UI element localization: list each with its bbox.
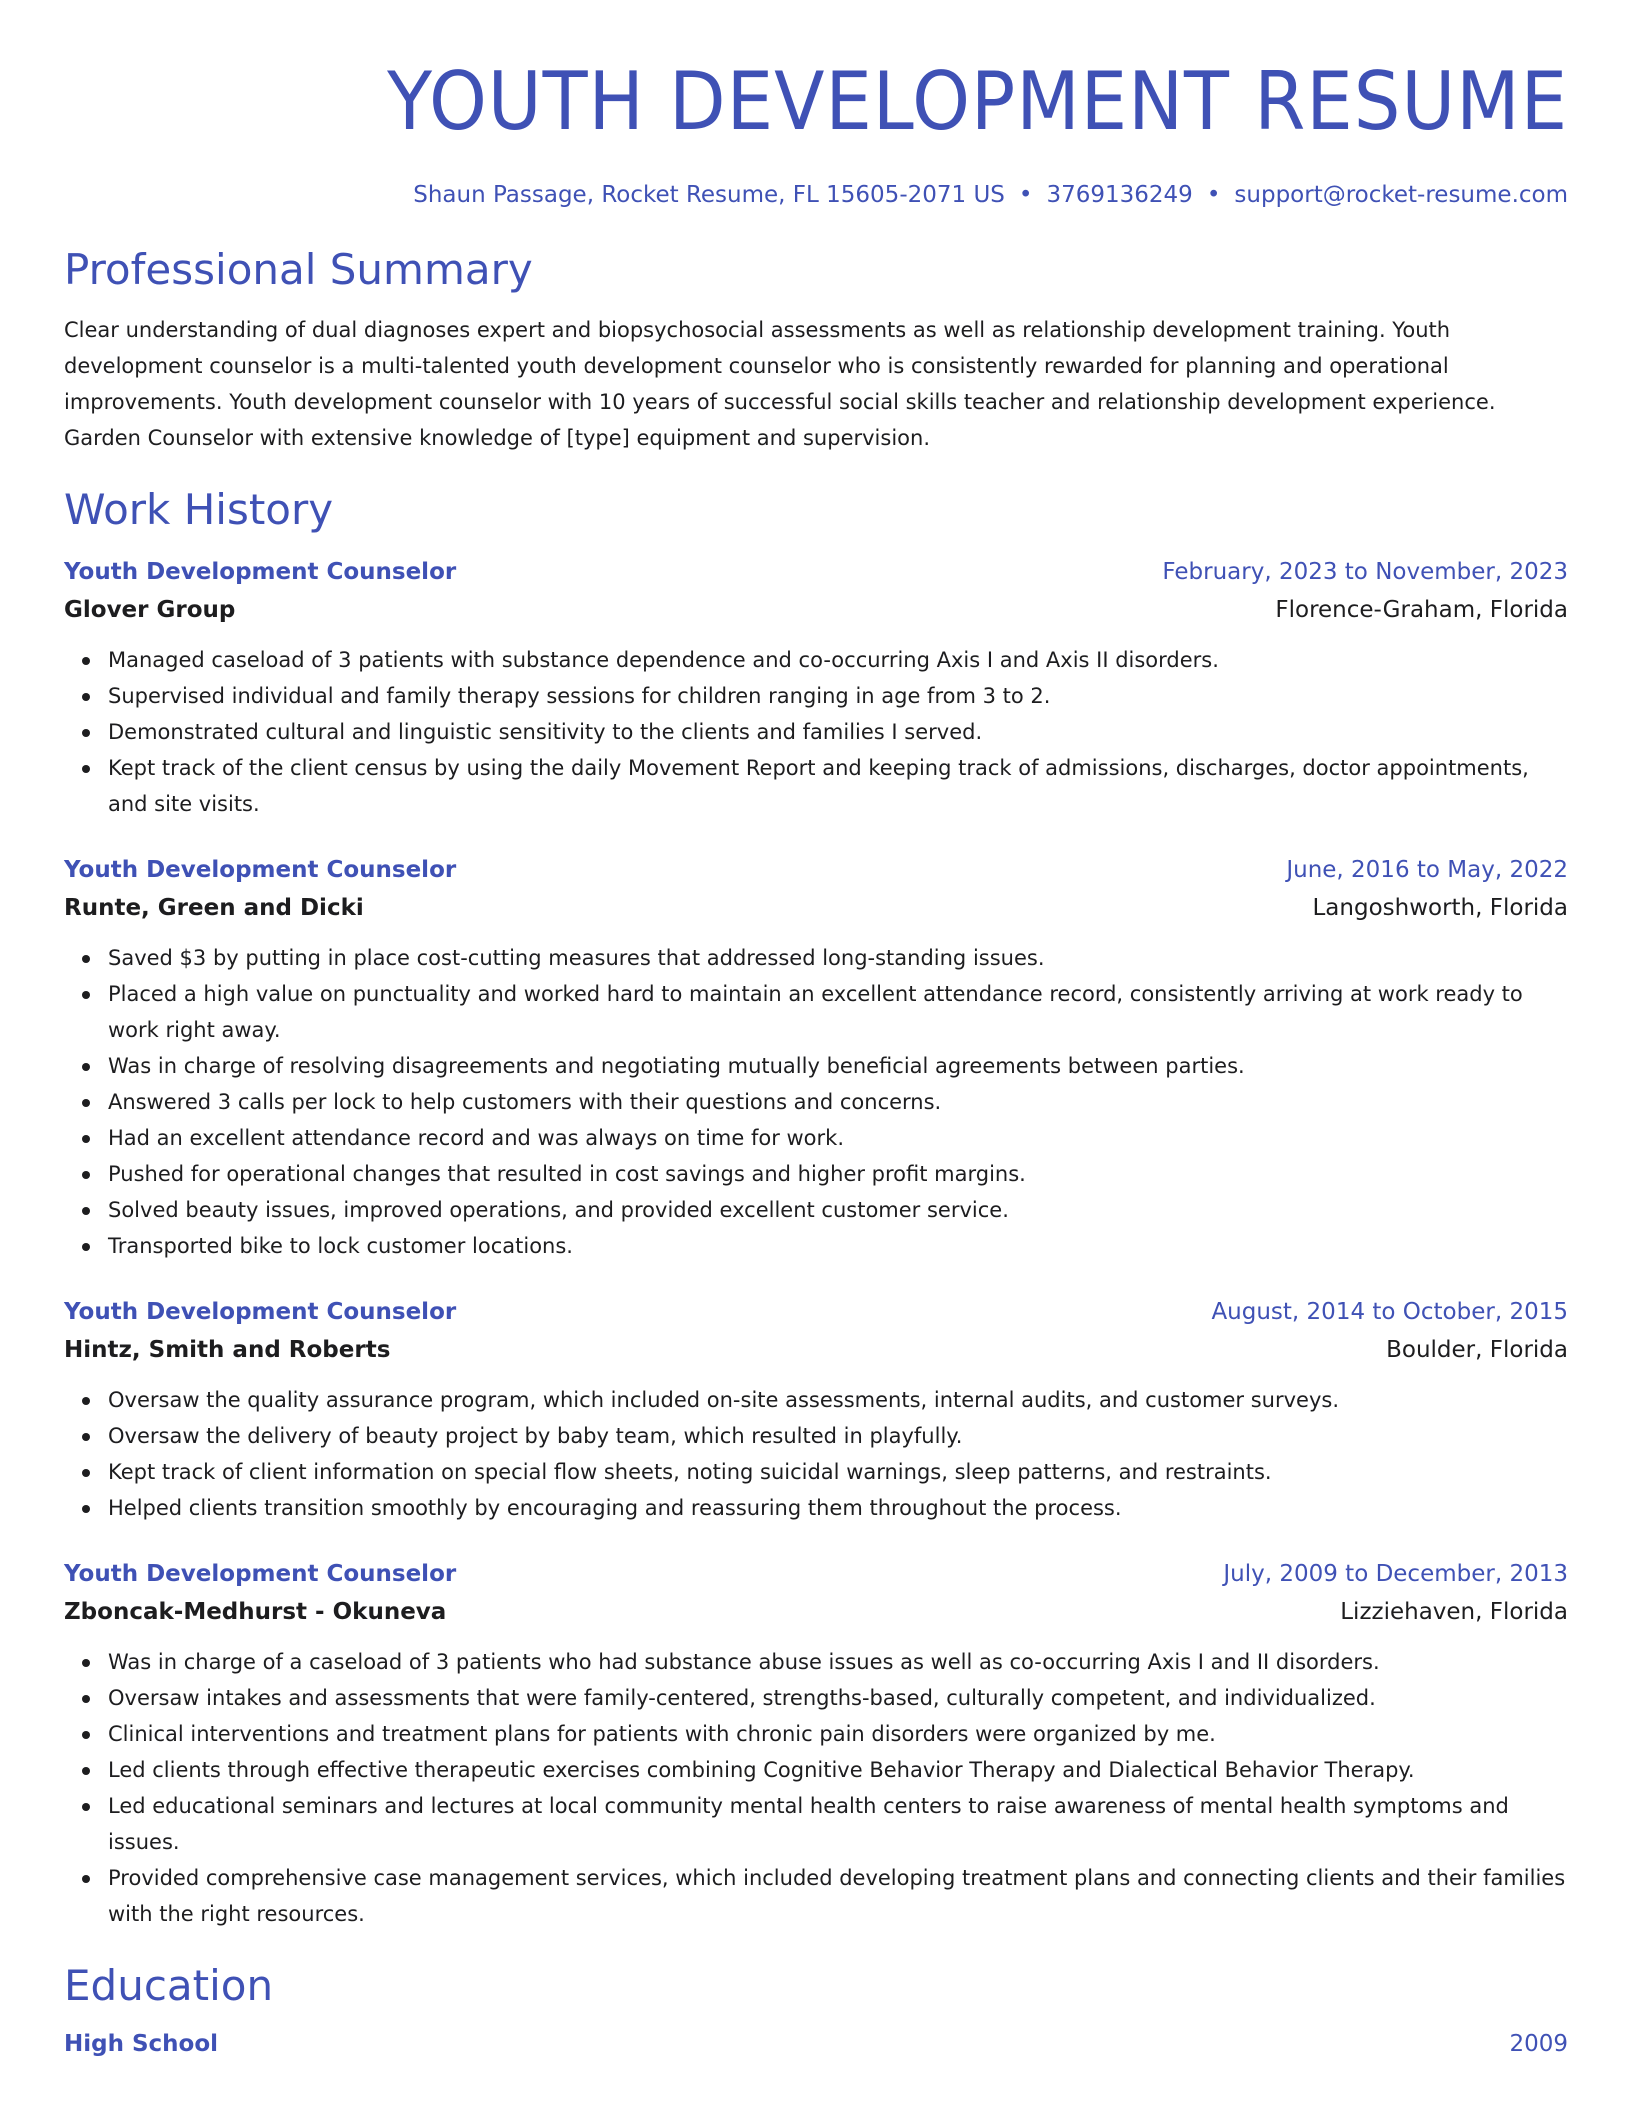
resume-title: YOUTH DEVELOPMENT RESUME [387, 55, 1568, 148]
job-title: Youth Development Counselor [64, 857, 457, 883]
job-entry [64, 1294, 1568, 1526]
job-bullet: Demonstrated cultural and linguistic sensitivity to the clients and families I served. [108, 714, 1568, 750]
job-bullet: Transported bike to lock customer locations. [108, 1228, 1568, 1264]
job-title-row [64, 1294, 1568, 1330]
job-bullet: Helped clients transition smoothly by encouraging and reassuring them throughout the process. [108, 1490, 1568, 1526]
contact-separator: • [1018, 182, 1033, 208]
job-bullet: Oversaw the delivery of beauty project by baby team, which resulted in playfully. [108, 1418, 1568, 1454]
job-bullet: Provided comprehensive case management services, which included developing treatment plans and connecting clients and their families with the right resources. [108, 1860, 1568, 1932]
education-entry [64, 2026, 1568, 2062]
job-dates: August, 2014 to October, 2015 [1211, 1299, 1568, 1325]
education-heading: Education [64, 1961, 274, 2010]
job-company: Hintz, Smith and Roberts [64, 1337, 391, 1363]
job-bullet: Had an excellent attendance record and was always on time for work. [108, 1120, 1568, 1156]
job-bullet: Led educational seminars and lectures at local community mental health centers to raise awareness of mental health symptoms and issues. [108, 1788, 1568, 1860]
contact-address: Shaun Passage, Rocket Resume, FL 15605-2071 US [413, 182, 1005, 208]
job-bullet: Oversaw the quality assurance program, which included on-site assessments, internal audits, and customer surveys. [108, 1382, 1568, 1418]
summary-heading: Professional Summary [64, 245, 533, 294]
job-dates: July, 2009 to December, 2013 [1223, 1561, 1568, 1587]
job-title: Youth Development Counselor [64, 559, 457, 585]
job-bullet: Solved beauty issues, improved operations, and provided excellent customer service. [108, 1192, 1568, 1228]
job-company: Glover Group [64, 597, 236, 623]
job-bullet: Managed caseload of 3 patients with substance dependence and co-occurring Axis I and Axis II disorders. [108, 642, 1568, 678]
work-history-heading: Work History [64, 485, 334, 534]
job-bullet: Was in charge of a caseload of 3 patients who had substance abuse issues as well as co-occurring Axis I and II disorders. [108, 1644, 1568, 1680]
job-location: Florence-Graham, Florida [1275, 597, 1568, 623]
job-entry [64, 554, 1568, 822]
contact-separator: • [1206, 182, 1221, 208]
job-bullet: Placed a high value on punctuality and worked hard to maintain an excellent attendance record, consistently arriving at work ready to work right away. [108, 976, 1568, 1048]
job-company-row [64, 888, 1568, 928]
job-bullet: Oversaw intakes and assessments that were family-centered, strengths-based, culturally competent, and individualized. [108, 1680, 1568, 1716]
job-bullets [64, 642, 1568, 822]
job-entry [64, 1556, 1568, 1932]
job-bullet: Saved $3 by putting in place cost-cutting measures that addressed long-standing issues. [108, 940, 1568, 976]
job-bullet: Answered 3 calls per lock to help customers with their questions and concerns. [108, 1084, 1568, 1120]
job-bullet: Supervised individual and family therapy sessions for children ranging in age from 3 to 2. [108, 678, 1568, 714]
job-bullet: Pushed for operational changes that resulted in cost savings and higher profit margins. [108, 1156, 1568, 1192]
summary-text: Clear understanding of dual diagnoses expert and biopsychosocial assessments as well as relationship development training. Youth development counselor is a multi-talented youth development counselor who is consistently rewarded for planning and operational improvements. Youth development counselor with 10 years of successful social skills teacher and relationship development experience. Garden Counselor with extensive knowledge of [type] equipment and supervision. [64, 318, 1496, 450]
job-bullet: Was in charge of resolving disagreements and negotiating mutually beneficial agreements between parties. [108, 1048, 1568, 1084]
job-location: Boulder, Florida [1386, 1337, 1568, 1363]
job-company-row [64, 590, 1568, 630]
job-bullets [64, 1382, 1568, 1526]
job-company-row [64, 1592, 1568, 1632]
contact-email: support@rocket-resume.com [1234, 182, 1568, 208]
job-title-row [64, 1556, 1568, 1592]
job-location: Langoshworth, Florida [1312, 895, 1568, 921]
education-degree: High School [64, 2031, 219, 2057]
contact-phone: 3769136249 [1046, 182, 1193, 208]
job-title: Youth Development Counselor [64, 1299, 457, 1325]
job-title-row [64, 554, 1568, 590]
resume-page [64, 0, 1568, 2062]
job-bullet: Kept track of the client census by using the daily Movement Report and keeping track of admissions, discharges, doctor appointments, and site visits. [108, 750, 1568, 822]
job-title-row [64, 852, 1568, 888]
job-company: Zboncak-Medhurst - Okuneva [64, 1599, 447, 1625]
job-bullet: Kept track of client information on special flow sheets, noting suicidal warnings, sleep patterns, and restraints. [108, 1454, 1568, 1490]
job-location: Lizziehaven, Florida [1340, 1599, 1568, 1625]
job-bullet: Clinical interventions and treatment plans for patients with chronic pain disorders were organized by me. [108, 1716, 1568, 1752]
job-title: Youth Development Counselor [64, 1561, 457, 1587]
job-bullets [64, 1644, 1568, 1932]
job-entry [64, 852, 1568, 1264]
job-company-row [64, 1330, 1568, 1370]
job-bullets [64, 940, 1568, 1264]
job-dates: February, 2023 to November, 2023 [1162, 559, 1568, 585]
job-company: Runte, Green and Dicki [64, 895, 364, 921]
education-year: 2009 [1509, 2031, 1568, 2057]
job-dates: June, 2016 to May, 2022 [1286, 857, 1568, 883]
contact-line [64, 180, 1568, 210]
job-bullet: Led clients through effective therapeutic exercises combining Cognitive Behavior Therapy and Dialectical Behavior Therapy. [108, 1752, 1568, 1788]
